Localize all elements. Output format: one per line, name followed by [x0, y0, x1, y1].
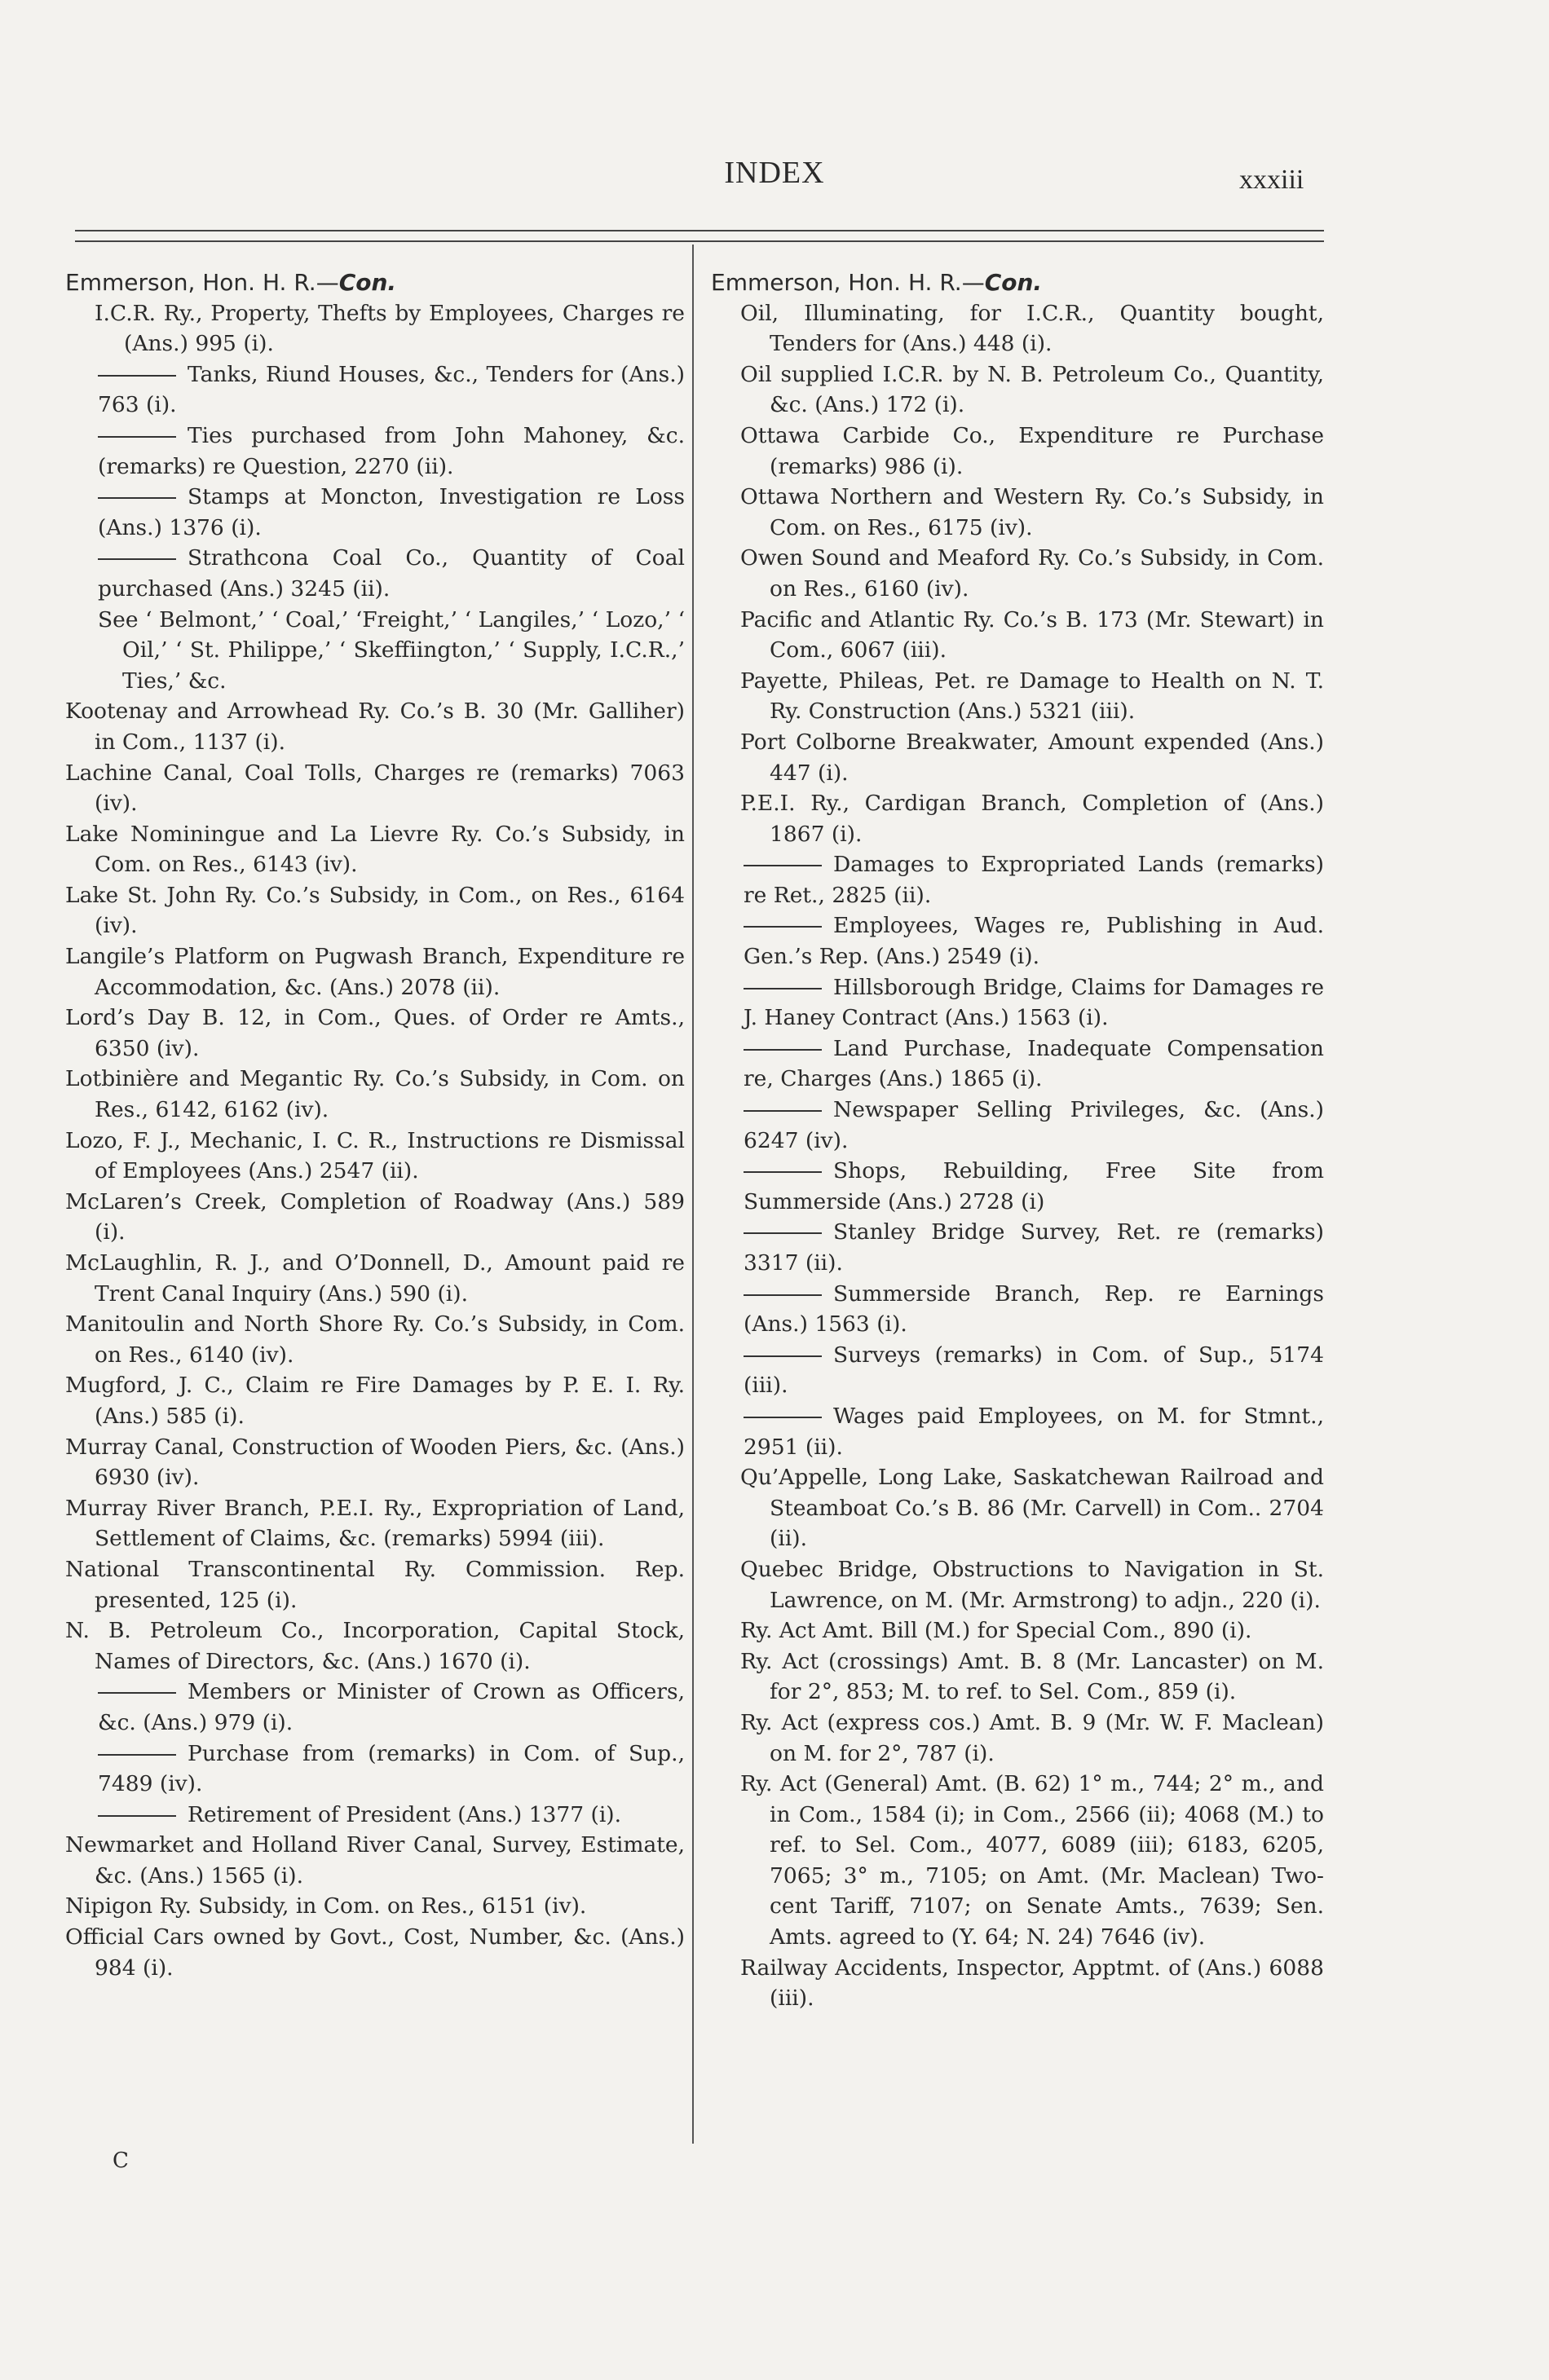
index-entry: Wages paid Employees, on M. for Stmnt., 2951 (ii). [711, 1401, 1324, 1462]
heading-con: Con. [984, 269, 1043, 296]
left-entries [65, 298, 685, 1984]
index-entry: Lake St. John Ry. Co.’s Subsidy, in Com., on Res., 6164 (iv). [65, 882, 685, 939]
index-entry: Port Colborne Breakwater, Amount expended (Ans.) 447 (i). [740, 729, 1324, 786]
index-entry: Lozo, F. J., Mechanic, I. C. R., Instructions re Dismissal of Employees (Ans.) 2547 (ii). [65, 1127, 685, 1184]
index-entry: Lotbinière and Megantic Ry. Co.’s Subsidy, in Com. on Res., 6142, 6162 (iv). [65, 1066, 685, 1123]
index-entry: Stamps at Moncton, Investigation re Loss (Ans.) 1376 (i). [65, 482, 685, 543]
index-entry: Members or Minister of Crown as Officers, &c. (Ans.) 979 (i). [65, 1677, 685, 1738]
index-entry: Langile’s Platform on Pugwash Branch, Expenditure re Accommodation, &c. (Ans.) 2078 (ii). [65, 944, 685, 1000]
index-entry: Ry. Act (General) Amt. (B. 62) 1° m., 744; 2° m., and in Com., 1584 (i); in Com., 2566 (ii); 4068 (M.) to ref. to Sel. Com., 4077, 6089 (iii); 6183, 6205, 7065; 3° m., 7105; on Amt. (Mr. Maclean) Two-cent Tariff, 7107; on Senate Amts., 7639; Sen. Amts. agreed to (Y. 64; N. 24) 7646 (iv). [740, 1771, 1324, 1950]
index-entry: Payette, Phileas, Pet. re Damage to Health on N. T. Ry. Construction (Ans.) 5321 (iii). [740, 668, 1324, 725]
index-entry: Tanks, Riund Houses, &c., Tenders for (Ans.) 763 (i). [65, 359, 685, 421]
index-entry: See ‘ Belmont,’ ‘ Coal,’ ‘Freight,’ ‘ Langiles,’ ‘ Lozo,’ ‘ Oil,’ ‘ St. Philippe,’ ‘ Skeffiington,’ ‘ Supply, I.C.R.,’ Ties,’ &c. [98, 606, 685, 694]
index-entry: Lord’s Day B. 12, in Com., Ques. of Order re Amts., 6350 (iv). [65, 1005, 685, 1061]
index-entry: Oil supplied I.C.R. by N. B. Petroleum Co., Quantity, &c. (Ans.) 172 (i). [740, 361, 1324, 418]
index-entry: National Transcontinental Ry. Commission. Rep. presented, 125 (i). [65, 1556, 685, 1613]
index-entry: Newspaper Selling Privileges, &c. (Ans.) 6247 (iv). [711, 1095, 1324, 1156]
left-column-heading [65, 267, 685, 298]
index-entry: Official Cars owned by Govt., Cost, Number, &c. (Ans.) 984 (i). [65, 1924, 685, 1981]
page-title: INDEX [724, 156, 825, 190]
index-entry: Ties purchased from John Mahoney, &c. (remarks) re Question, 2270 (ii). [65, 421, 685, 482]
left-column [65, 267, 685, 1983]
index-entry: Ry. Act Amt. Bill (M.) for Special Com., 890 (i). [740, 1618, 1252, 1644]
index-entry: Manitoulin and North Shore Ry. Co.’s Subsidy, in Com. on Res., 6140 (iv). [65, 1311, 685, 1368]
index-entry: McLaughlin, R. J., and O’Donnell, D., Amount paid re Trent Canal Inquiry (Ans.) 590 (i). [65, 1250, 685, 1307]
index-entry: Hillsborough Bridge, Claims for Damages re J. Haney Contract (Ans.) 1563 (i). [711, 972, 1324, 1034]
index-entry: Strathcona Coal Co., Quantity of Coal purchased (Ans.) 3245 (ii). [65, 543, 685, 604]
page-number: xxxiii [1239, 165, 1304, 195]
heading-name: Emmerson, Hon. H. R.— [711, 269, 985, 296]
index-entry: Murray River Branch, P.E.I. Ry., Expropriation of Land, Settlement of Claims, &c. (remarks) 5994 (iii). [65, 1495, 685, 1552]
index-entry: Railway Accidents, Inspector, Apptmt. of (Ans.) 6088 (iii). [740, 1955, 1324, 2012]
index-entry: Oil, Illuminating, for I.C.R., Quantity bought, Tenders for (Ans.) 448 (i). [740, 300, 1324, 357]
index-entry: Shops, Rebuilding, Free Site from Summerside (Ans.) 2728 (i) [711, 1156, 1324, 1217]
index-entry: Murray Canal, Construction of Wooden Piers, &c. (Ans.) 6930 (iv). [65, 1434, 685, 1491]
index-entry: Retirement of President (Ans.) 1377 (i). [65, 1800, 685, 1831]
index-entry: Lake Nominingue and La Lievre Ry. Co.’s Subsidy, in Com. on Res., 6143 (iv). [65, 821, 685, 878]
heading-con: Con. [338, 269, 397, 296]
index-entry: McLaren’s Creek, Completion of Roadway (Ans.) 589 (i). [65, 1188, 685, 1245]
header-rule-top [75, 230, 1324, 231]
index-entry: I.C.R. Ry., Property, Thefts by Employees, Charges re (Ans.) 995 (i). [95, 300, 685, 357]
index-entry: Nipigon Ry. Subsidy, in Com. on Res., 6151 (iv). [65, 1893, 587, 1919]
right-column [711, 267, 1324, 2014]
index-entry: Lachine Canal, Coal Tolls, Charges re (remarks) 7063 (iv). [65, 760, 685, 817]
index-entry: Damages to Expropriated Lands (remarks) re Ret., 2825 (ii). [711, 849, 1324, 910]
right-entries [711, 298, 1324, 2014]
index-entry: Surveys (remarks) in Com. of Sup., 5174 (iii). [711, 1340, 1324, 1401]
index-entry: Stanley Bridge Survey, Ret. re (remarks) 3317 (ii). [711, 1217, 1324, 1278]
index-entry: Quebec Bridge, Obstructions to Navigation in St. Lawrence, on M. (Mr. Armstrong) to adjn., 220 (i). [740, 1556, 1324, 1613]
index-entry: Purchase from (remarks) in Com. of Sup., 7489 (iv). [65, 1739, 685, 1800]
index-entry: N. B. Petroleum Co., Incorporation, Capital Stock, Names of Directors, &c. (Ans.) 1670 (i). [65, 1618, 685, 1674]
index-entry: Summerside Branch, Rep. re Earnings (Ans.) 1563 (i). [711, 1279, 1324, 1340]
signature-mark: C [113, 2149, 129, 2173]
index-entry: P.E.I. Ry., Cardigan Branch, Completion of (Ans.) 1867 (i). [740, 791, 1324, 847]
index-entry: Employees, Wages re, Publishing in Aud. Gen.’s Rep. (Ans.) 2549 (i). [711, 910, 1324, 972]
index-entry: Land Purchase, Inadequate Compensation re, Charges (Ans.) 1865 (i). [711, 1034, 1324, 1095]
index-entry: Owen Sound and Meaford Ry. Co.’s Subsidy, in Com. on Res., 6160 (iv). [740, 545, 1324, 602]
index-entry: Newmarket and Holland River Canal, Survey, Estimate, &c. (Ans.) 1565 (i). [65, 1832, 685, 1889]
index-entry: Mugford, J. C., Claim re Fire Damages by P. E. I. Ry. (Ans.) 585 (i). [65, 1373, 685, 1429]
index-entry: Kootenay and Arrowhead Ry. Co.’s B. 30 (Mr. Galliher) in Com., 1137 (i). [65, 699, 685, 755]
heading-name: Emmerson, Hon. H. R.— [65, 269, 339, 296]
index-entry: Ottawa Carbide Co., Expenditure re Purchase (remarks) 986 (i). [740, 422, 1324, 479]
right-column-heading [711, 267, 1324, 298]
column-divider [692, 245, 694, 2144]
header-rule-bottom [75, 240, 1324, 242]
index-entry: Ry. Act (crossings) Amt. B. 8 (Mr. Lancaster) on M. for 2°, 853; M. to ref. to Sel. Com., 859 (i). [740, 1648, 1324, 1705]
index-entry: Pacific and Atlantic Ry. Co.’s B. 173 (Mr. Stewart) in Com., 6067 (iii). [740, 606, 1324, 663]
index-entry: Ottawa Northern and Western Ry. Co.’s Subsidy, in Com. on Res., 6175 (iv). [740, 484, 1324, 540]
index-entry: Ry. Act (express cos.) Amt. B. 9 (Mr. W. F. Maclean) on M. for 2°, 787 (i). [740, 1709, 1324, 1766]
index-entry: Qu’Appelle, Long Lake, Saskatchewan Railroad and Steamboat Co.’s B. 86 (Mr. Carvell) in Com.. 2704 (ii). [740, 1465, 1324, 1552]
